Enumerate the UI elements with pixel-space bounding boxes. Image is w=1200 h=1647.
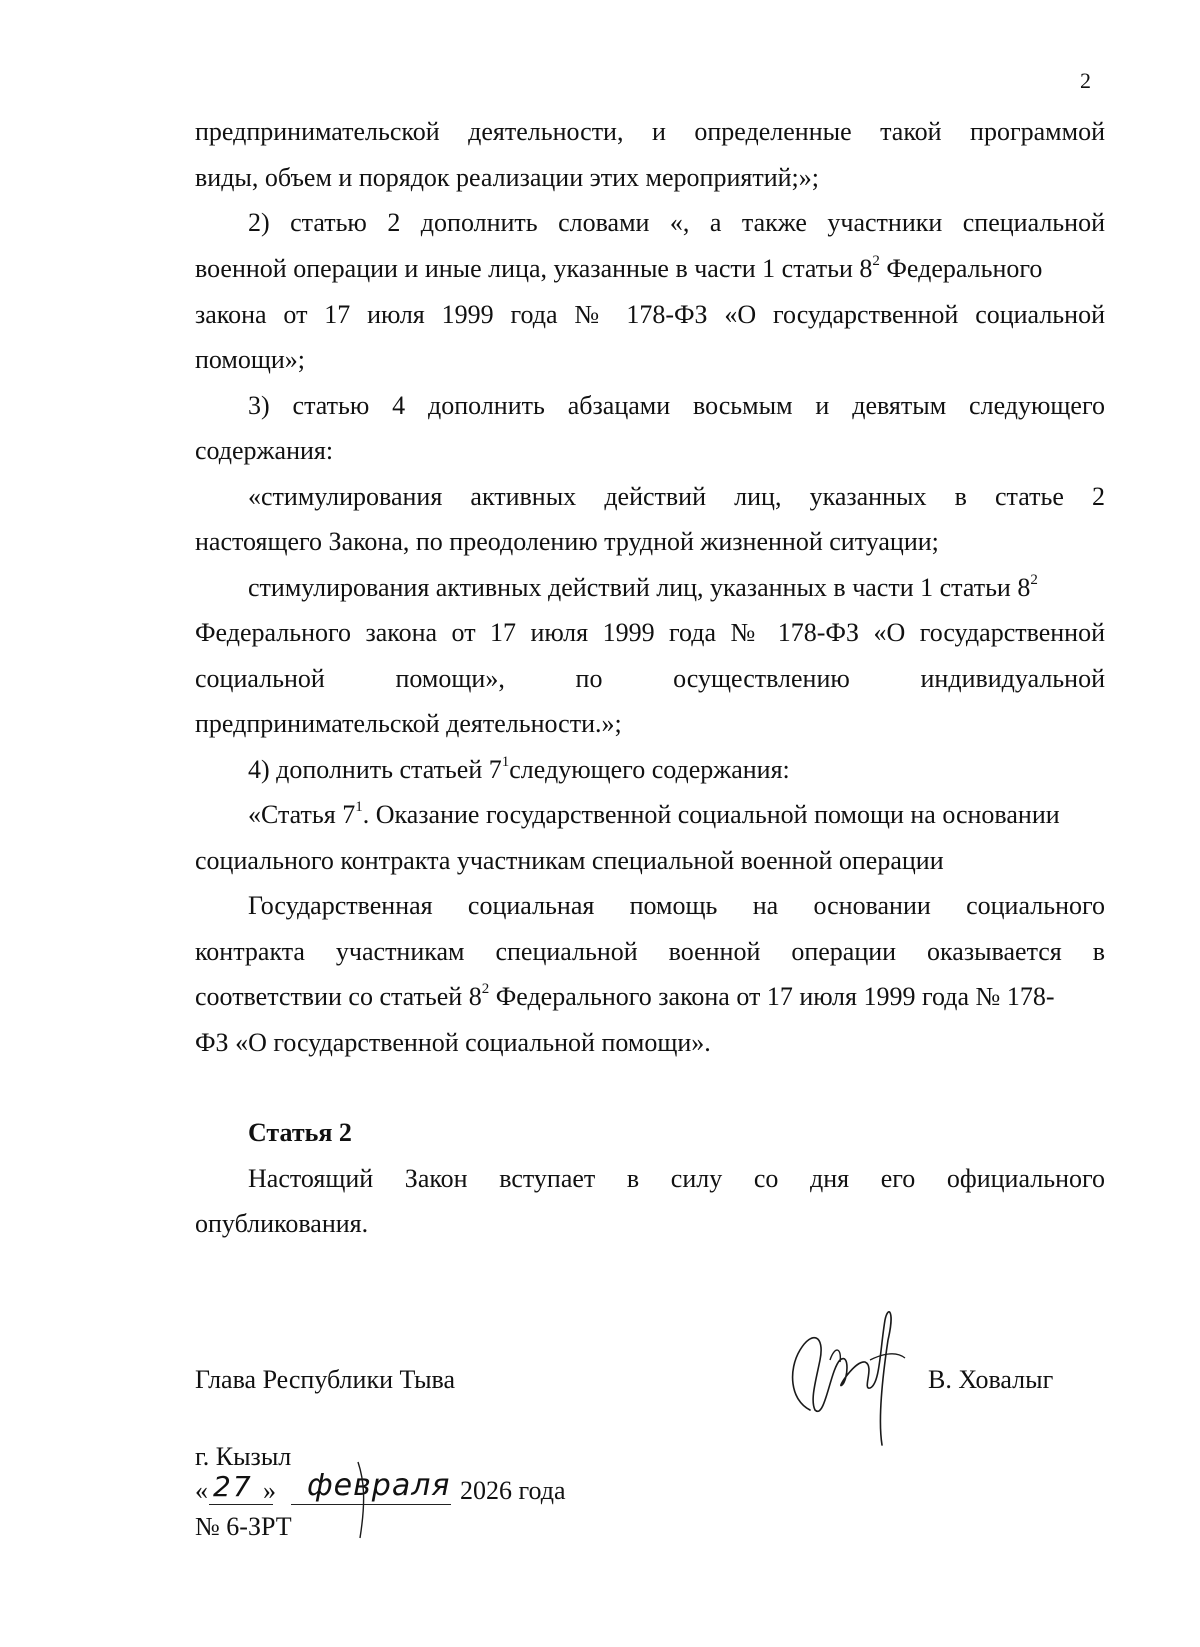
body-line-with-superscript: [248, 573, 1105, 603]
place-of-signing: г. Кызыл: [195, 1442, 292, 1471]
body-line-with-superscript: [195, 254, 1105, 284]
text-fragment: . Оказание государственной социальной помощи на основании: [362, 800, 1060, 829]
superscript: 1: [501, 754, 510, 771]
body-line: 2) статью 2 дополнить словами «, а также участники специальной: [248, 208, 1105, 237]
handwritten-day: 27: [213, 1470, 253, 1503]
body-line: контракта участникам специальной военной операции оказывается в: [195, 937, 1105, 966]
article-heading: Статья 2: [248, 1118, 352, 1147]
body-line: ФЗ «О государственной социальной помощи».: [195, 1028, 711, 1057]
body-line: помощи»;: [195, 345, 306, 374]
superscript: 2: [1030, 572, 1038, 589]
signing-date: [195, 1470, 615, 1510]
body-line: опубликования.: [195, 1209, 369, 1238]
quote-open: «: [195, 1476, 208, 1505]
body-line-with-superscript: [195, 982, 1105, 1012]
text-fragment: стимулирования активных действий лиц, указанных в части 1 статьи 8: [248, 573, 1031, 602]
body-line: содержания:: [195, 436, 334, 465]
text-fragment: 4) дополнить статьей 7: [248, 755, 502, 784]
day-underline: [209, 1504, 273, 1505]
body-line-with-superscript: [248, 755, 1105, 785]
text-fragment: военной операции и иные лица, указанные в части 1 статьи 8: [195, 254, 873, 283]
body-line: предпринимательской деятельности.»;: [195, 709, 622, 738]
text-fragment: соответствии со статьей 8: [195, 982, 482, 1011]
body-line: социального контракта участникам специальной военной операции: [195, 846, 944, 875]
superscript: 2: [481, 981, 490, 998]
superscript: 2: [872, 253, 880, 270]
body-line: социальной помощи», по осуществлению индивидуальной: [195, 664, 1105, 693]
body-line: виды, объем и порядок реализации этих мероприятий;»;: [195, 163, 819, 192]
law-number: № 6-ЗРТ: [195, 1512, 292, 1541]
handwritten-signature: [770, 1300, 910, 1450]
text-fragment: Федерального закона от 17 июля 1999 года № 178-: [489, 982, 1055, 1011]
body-line: закона от 17 июля 1999 года № 178-ФЗ «О государственной социальной: [195, 300, 1105, 329]
body-line: Федерального закона от 17 июля 1999 года № 178-ФЗ «О государственной: [195, 618, 1105, 647]
handwritten-month: февраля: [307, 1468, 451, 1503]
text-fragment: Федерального: [879, 254, 1043, 283]
body-line-with-superscript: [248, 800, 1105, 830]
handwritten-stroke: [356, 1460, 376, 1540]
body-line: Настоящий Закон вступает в силу со дня его официального: [248, 1164, 1105, 1193]
body-line: «стимулирования активных действий лиц, указанных в статье 2: [248, 482, 1105, 511]
body-line: настоящего Закона, по преодолению трудной жизненной ситуации;: [195, 527, 939, 556]
quote-close: »: [263, 1476, 276, 1505]
body-line: предпринимательской деятельности, и определенные такой программой: [195, 117, 1105, 146]
signatory-name: В. Ховалыг: [928, 1365, 1054, 1394]
page-number: 2: [1080, 68, 1091, 93]
superscript: 1: [355, 799, 363, 816]
text-fragment: следующего содержания:: [509, 755, 790, 784]
date-year: 2026 года: [460, 1476, 566, 1505]
text-fragment: «Статья 7: [248, 800, 356, 829]
signatory-role: Глава Республики Тыва: [195, 1365, 456, 1394]
body-line: 3) статью 4 дополнить абзацами восьмым и девятым следующего: [248, 391, 1105, 420]
body-line: Государственная социальная помощь на основании социального: [248, 891, 1105, 920]
